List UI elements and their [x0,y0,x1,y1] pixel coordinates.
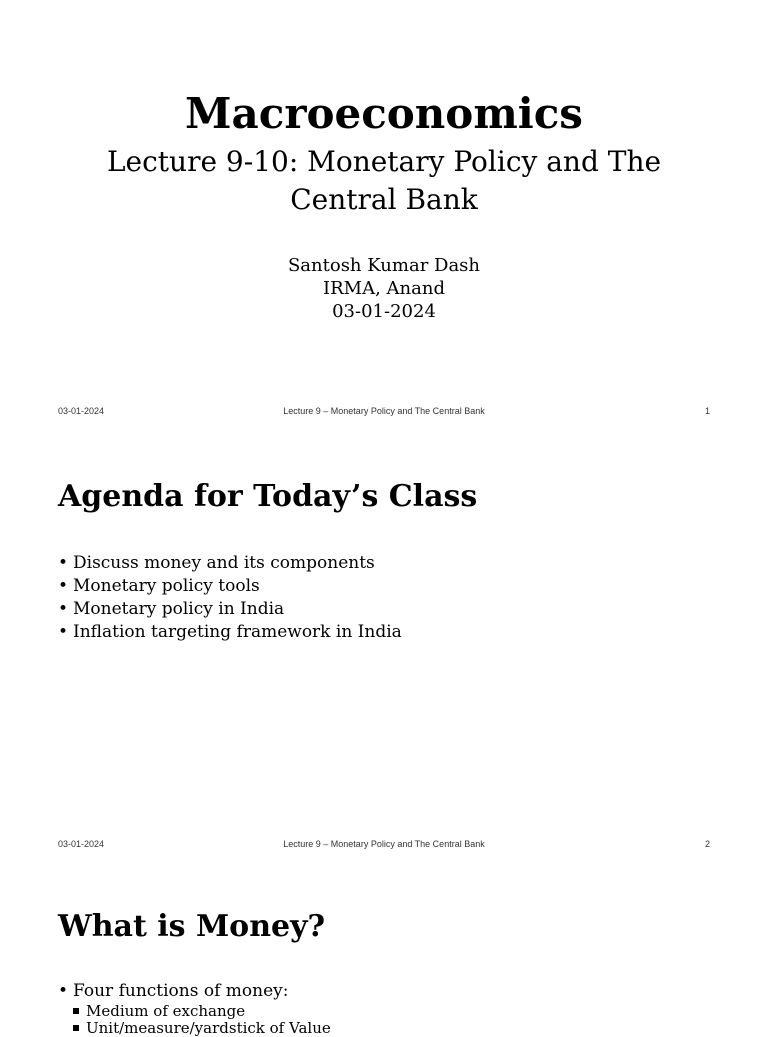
lecture-date: 03-01-2024 [332,301,436,322]
footer-date: 03-01-2024 [58,839,105,849]
slide-heading: What is Money? [58,909,326,944]
slide-2 [0,433,768,866]
slide-heading: Agenda for Today’s Class [58,479,478,514]
footer-title: Lecture 9 – Monetary Policy and The Central Bank [283,839,485,849]
list-item-text: Monetary policy tools [73,576,260,596]
sub-list-container [58,1003,331,1037]
slide-1 [0,0,768,433]
lecture-subtitle: Lecture 9-10: Monetary Policy and The Central Bank [106,145,662,216]
sub-list-item-text: Medium of exchange [86,1002,246,1020]
slide-3 [0,866,768,1037]
bullet-icon: • [58,576,69,596]
slide-footer [58,839,710,853]
list-item [58,575,402,598]
content-list [58,980,331,1037]
footer-title: Lecture 9 – Monetary Policy and The Central Bank [283,406,485,416]
bullet-icon: • [58,599,69,619]
agenda-list [58,552,402,644]
list-item [58,598,402,621]
sub-list-item [58,1003,331,1020]
square-bullet-icon [73,1008,79,1014]
sub-list-item-text: Unit/measure/yardstick of Value [86,1019,331,1037]
list-item-text: Four functions of money: [73,981,289,1001]
list-item-text: Monetary policy in India [73,599,285,619]
bullet-icon: • [58,622,69,642]
list-item-text: Inflation targeting framework in India [73,622,402,642]
author-block [0,254,768,323]
sub-list [58,1003,331,1037]
square-bullet-icon [73,1025,79,1031]
institution: IRMA, Anand [323,278,445,299]
list-item [58,552,402,575]
list-item [58,980,331,1003]
footer-page-number: 2 [704,839,710,849]
presentation-title: Macroeconomics [185,89,583,138]
footer-date: 03-01-2024 [58,406,105,416]
list-item-text: Discuss money and its components [73,553,375,573]
bullet-icon: • [58,981,69,1001]
list-item [58,621,402,644]
footer-page-number: 1 [704,406,710,416]
author-name: Santosh Kumar Dash [287,255,481,276]
slide-footer [58,406,710,420]
sub-list-item [58,1020,331,1037]
bullet-icon: • [58,553,69,573]
